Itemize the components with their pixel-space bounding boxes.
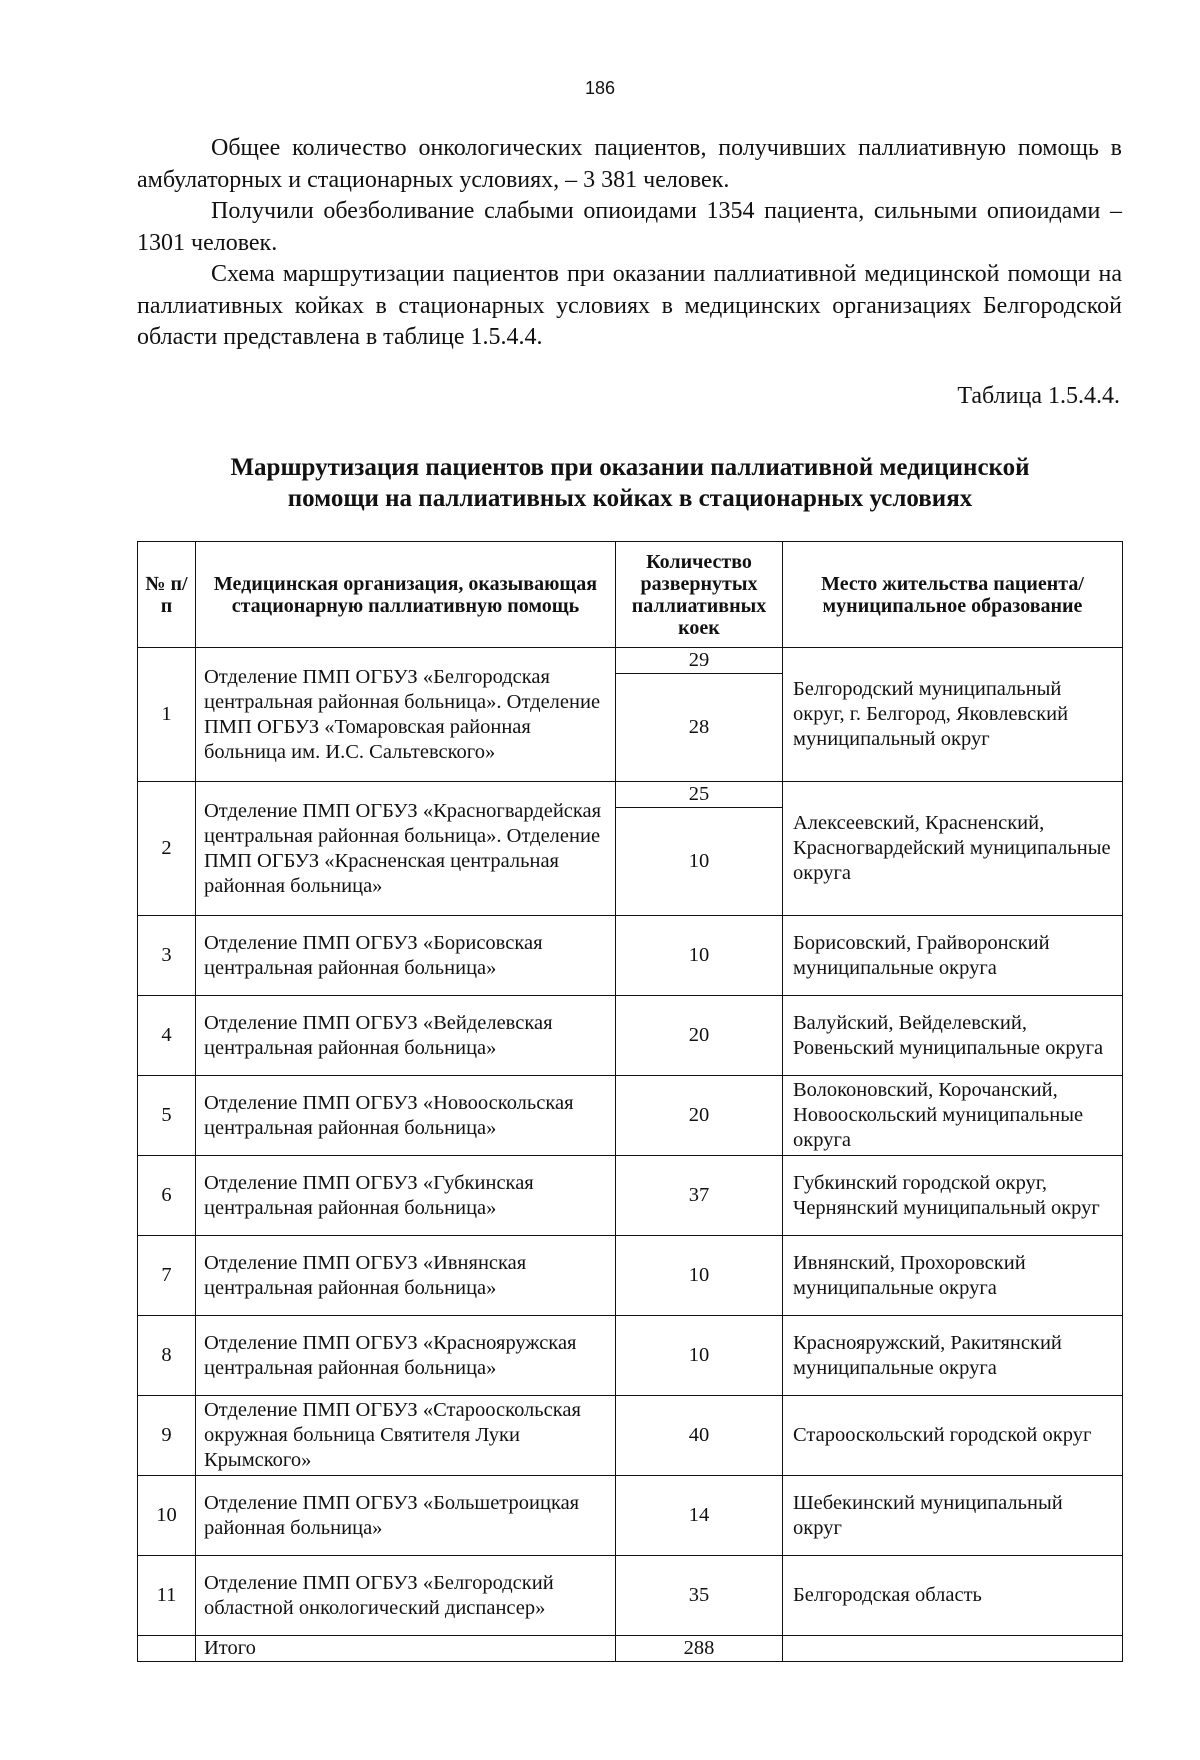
row-org: Отделение ПМП ОГБУЗ «Вейделевская центральная районная больница» <box>196 996 616 1076</box>
row-residence: Белгородский муниципальный округ, г. Белгород, Яковлевский муниципальный округ <box>783 648 1123 782</box>
row-org: Отделение ПМП ОГБУЗ «Красногвардейская центральная районная больница». Отделение ПМП ОГБУЗ «Красненская центральная районная больница» <box>196 782 616 916</box>
intro-text <box>137 133 1122 354</box>
table-row <box>138 996 1123 1076</box>
table-row <box>138 1396 1123 1476</box>
row-residence: Ивнянский, Прохоровский муниципальные округа <box>783 1236 1123 1316</box>
table-row <box>138 1476 1123 1556</box>
table-caption: Таблица 1.5.4.4. <box>957 383 1120 409</box>
row-num: 2 <box>138 782 196 916</box>
row-beds: 14 <box>616 1476 783 1556</box>
row-num: 7 <box>138 1236 196 1316</box>
row-residence: Краснояружский, Ракитянский муниципальные округа <box>783 1316 1123 1396</box>
row-org: Отделение ПМП ОГБУЗ «Старооскольская окружная больница Святителя Луки Крымского» <box>196 1396 616 1476</box>
row-num: 5 <box>138 1076 196 1156</box>
row-beds <box>616 648 783 782</box>
row-beds: 40 <box>616 1396 783 1476</box>
intro-paragraph: Схема маршрутизации пациентов при оказании паллиативной медицинской помощи на паллиативных койках в стационарных условиях в медицинских организациях Белгородской области представлена в таблице 1.5.4.4. <box>137 261 1122 350</box>
row-residence: Шебекинский муниципальный округ <box>783 1476 1123 1556</box>
row-num: 6 <box>138 1156 196 1236</box>
row-residence: Борисовский, Грайворонский муниципальные округа <box>783 916 1123 996</box>
table-title-line: помощи на паллиативных койках в стационарных условиях <box>287 485 973 512</box>
table-title-line: Маршрутизация пациентов при оказании паллиативной медицинской <box>230 454 1030 481</box>
table-row <box>138 916 1123 996</box>
row-beds-top: 25 <box>616 782 782 808</box>
row-residence: Белгородская область <box>783 1556 1123 1636</box>
row-org: Отделение ПМП ОГБУЗ «Губкинская центральная районная больница» <box>196 1156 616 1236</box>
row-beds: 35 <box>616 1556 783 1636</box>
table-row <box>138 1236 1123 1316</box>
header-num: № п/п <box>138 542 196 648</box>
table-row <box>138 1316 1123 1396</box>
row-org: Отделение ПМП ОГБУЗ «Ивнянская центральная районная больница» <box>196 1236 616 1316</box>
row-beds-top: 29 <box>616 648 782 674</box>
row-num: 11 <box>138 1556 196 1636</box>
table-row <box>138 1156 1123 1236</box>
row-beds: 37 <box>616 1156 783 1236</box>
row-num: 3 <box>138 916 196 996</box>
row-beds <box>616 782 783 916</box>
table-row <box>138 1076 1123 1156</box>
header-residence: Место жительства пациента/ муниципальное образование <box>783 542 1123 648</box>
row-beds-bottom: 28 <box>688 716 710 738</box>
row-beds: 20 <box>616 996 783 1076</box>
row-residence: Волоконовский, Корочанский, Новооскольский муниципальные округа <box>783 1076 1123 1156</box>
row-org: Отделение ПМП ОГБУЗ «Борисовская центральная районная больница» <box>196 916 616 996</box>
row-num: 9 <box>138 1396 196 1476</box>
row-residence: Старооскольский городской округ <box>783 1396 1123 1476</box>
total-num <box>138 1636 196 1662</box>
table-header-row <box>138 542 1123 648</box>
row-org: Отделение ПМП ОГБУЗ «Краснояружская центральная районная больница» <box>196 1316 616 1396</box>
table-row <box>138 648 1123 782</box>
total-residence <box>783 1636 1123 1662</box>
total-label: Итого <box>196 1636 616 1662</box>
row-org: Отделение ПМП ОГБУЗ «Белгородская центральная районная больница». Отделение ПМП ОГБУЗ «Томаровская районная больница им. И.С. Сальтевского» <box>196 648 616 782</box>
page-number: 186 <box>584 78 616 98</box>
row-beds: 20 <box>616 1076 783 1156</box>
total-beds: 288 <box>616 1636 783 1662</box>
row-num: 1 <box>138 648 196 782</box>
row-beds: 10 <box>616 1316 783 1396</box>
routing-table <box>137 541 1123 1662</box>
intro-paragraph: Общее количество онкологических пациентов, получивших паллиативную помощь в амбулаторных и стационарных условиях, – 3 381 человек. <box>137 135 1122 193</box>
table-row <box>138 1556 1123 1636</box>
row-residence: Губкинский городской округ, Чернянский муниципальный округ <box>783 1156 1123 1236</box>
row-beds: 10 <box>616 916 783 996</box>
row-org: Отделение ПМП ОГБУЗ «Большетроицкая районная больница» <box>196 1476 616 1556</box>
row-org: Отделение ПМП ОГБУЗ «Белгородский областной онкологический диспансер» <box>196 1556 616 1636</box>
row-beds: 10 <box>616 1236 783 1316</box>
row-residence: Валуйский, Вейделевский, Ровеньский муниципальные округа <box>783 996 1123 1076</box>
row-org: Отделение ПМП ОГБУЗ «Новооскольская центральная районная больница» <box>196 1076 616 1156</box>
table-title <box>0 452 1200 514</box>
header-beds: Количество развернутых паллиативных коек <box>616 542 783 648</box>
row-residence: Алексеевский, Красненский, Красногвардейский муниципальные округа <box>783 782 1123 916</box>
header-org: Медицинская организация, оказывающая стационарную паллиативную помощь <box>196 542 616 648</box>
intro-paragraph: Получили обезболивание слабыми опиоидами 1354 пациента, сильными опиоидами – 1301 человек. <box>137 198 1122 256</box>
row-num: 8 <box>138 1316 196 1396</box>
row-num: 10 <box>138 1476 196 1556</box>
row-num: 4 <box>138 996 196 1076</box>
table-row <box>138 782 1123 916</box>
row-beds-bottom: 10 <box>688 850 710 872</box>
table-total-row <box>138 1636 1123 1662</box>
